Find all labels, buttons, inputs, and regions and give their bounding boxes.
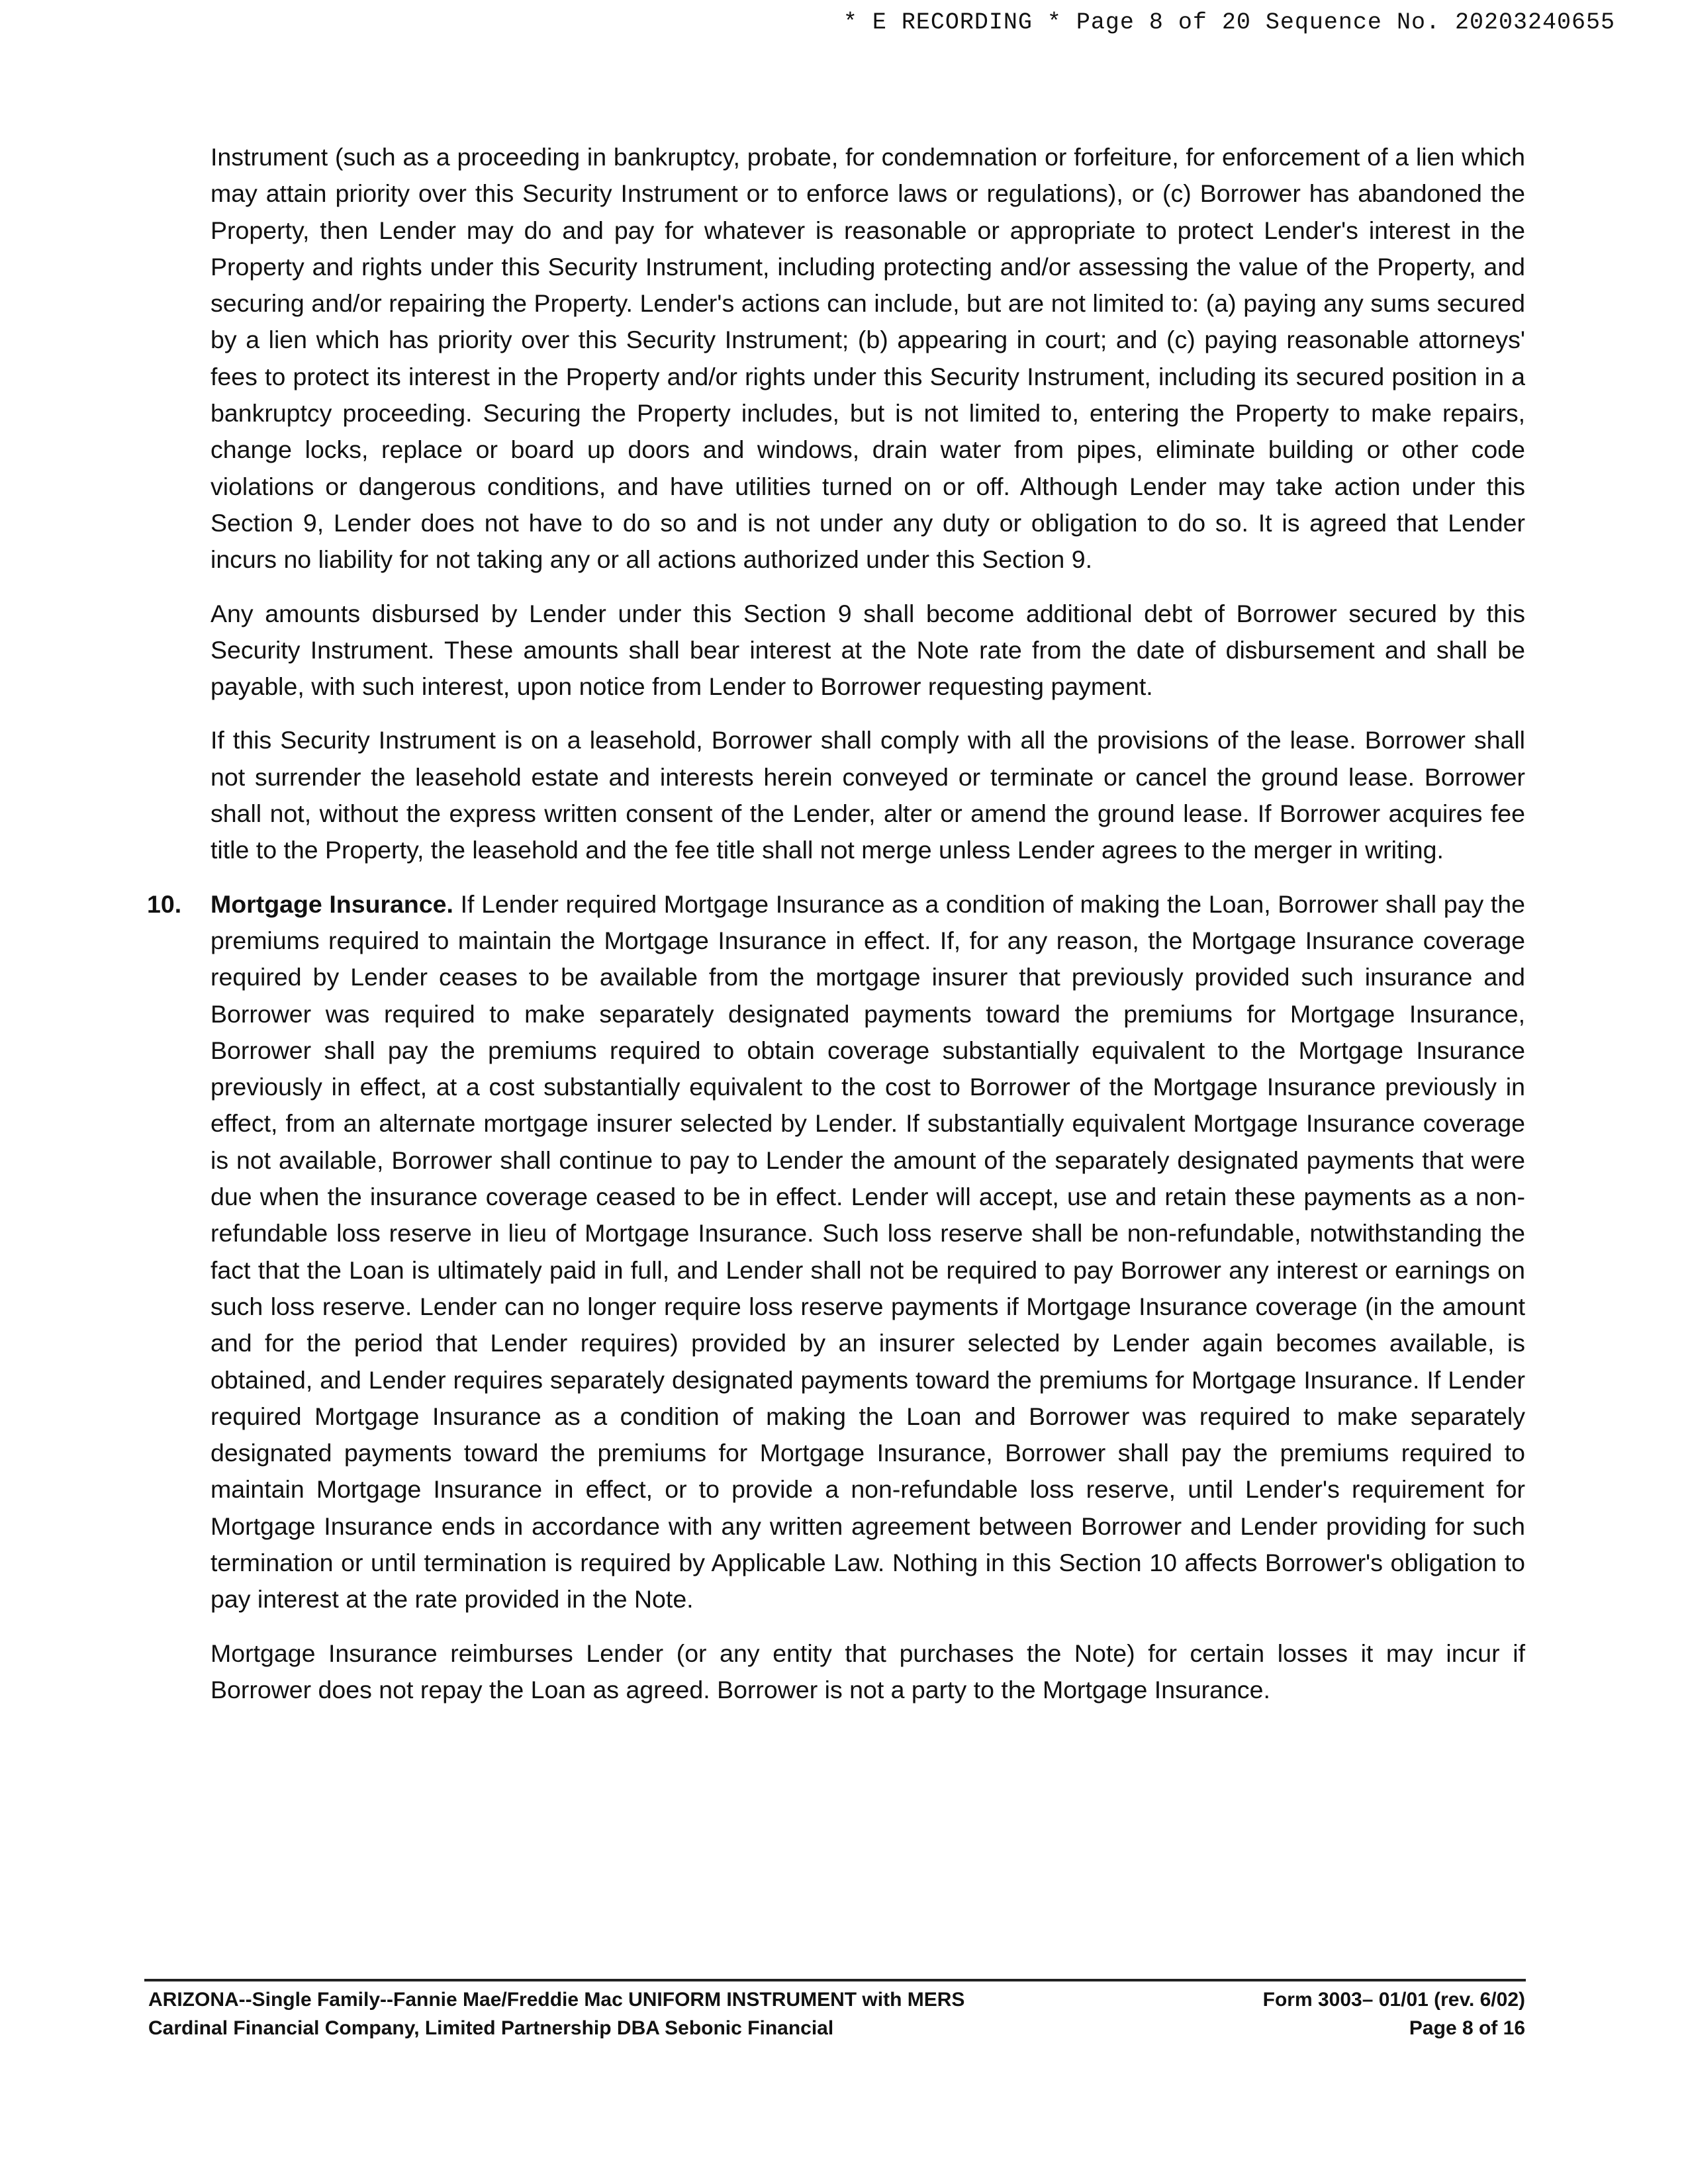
paragraph-mortgage-insurance-reimburses: Mortgage Insurance reimburses Lender (or any entity that purchases the Note) for certain losses it may incur if Borrower does not repay the Loan as agreed. Borrower is not a party to the Mortgage Insurance. xyxy=(211,1639,1525,1704)
footer-divider xyxy=(144,1979,1526,1981)
footer-right xyxy=(1263,1985,1525,2042)
document-body xyxy=(147,139,1525,1725)
paragraph-section-9-continued: Instrument (such as a proceeding in bankruptcy, probate, for condemnation or forfeiture, for enforcement of a lien which may attain priority over this Security Instrument or to enforce laws or regulations), or (c) Borrower has abandoned the Property, then Lender may do and pay for whatever is reasonable or appropriate to protect Lender's interest in the Property and rights under this Security Instrument, including protecting and/or assessing the value of the Property, and securing and/or repairing the Property. Lender's actions can include, but are not limited to: (a) paying any sums secured by a lien which has priority over this Security Instrument; (b) appearing in court; and (c) paying reasonable attorneys' fees to protect its interest in the Property and/or rights under this Security Instrument, including its secured position in a bankruptcy proceeding. Securing the Property includes, but is not limited to, entering the Property to make repairs, change locks, replace or board up doors and windows, drain water from pipes, eliminate building or other code violations or dangerous conditions, and have utilities turned on or off. Although Lender may take action under this Section 9, Lender does not have to do so and is not under any duty or obligation to do so. It is agreed that Lender incurs no liability for not taking any or all actions authorized under this Section 9. xyxy=(211,143,1525,574)
footer-left xyxy=(148,1985,964,2042)
recording-header: * E RECORDING * Page 8 of 20 Sequence No. 20203240655 xyxy=(843,9,1615,36)
paragraph-leasehold: If this Security Instrument is on a leasehold, Borrower shall comply with all the provisions of the lease. Borrower shall not surrender the leasehold estate and interests herein conveyed or terminate or cancel the ground lease. Borrower shall not, without the express written consent of the Lender, alter or amend the ground lease. If Borrower acquires fee title to the Property, the leasehold and the fee title shall not merge unless Lender agrees to the merger in writing. xyxy=(211,726,1525,864)
section-10-title: Mortgage Insurance. xyxy=(211,889,453,918)
footer-page-number: Page 8 of 16 xyxy=(1409,2017,1525,2039)
footer-lender-name: Cardinal Financial Company, Limited Partnership DBA Sebonic Financial xyxy=(148,2017,834,2039)
section-10 xyxy=(147,886,1525,1618)
footer-form-number: Form 3003– 01/01 (rev. 6/02) xyxy=(1262,1989,1525,2011)
section-10-body: If Lender required Mortgage Insurance as a condition of making the Loan, Borrower shall pay the premiums required to maintain the Mortgage Insurance in effect. If, for any reason, the Mortgage Insurance coverage required by Lender ceases to be available from the mortgage insurer that previously provided such insurance and Borrower was required to make separately designated payments toward the premiums for Mortgage Insurance, Borrower shall pay the premiums required to obtain coverage substantially equivalent to the Mortgage Insurance previously in effect, at a cost substantially equivalent to the cost to Borrower of the Mortgage Insurance previously in effect, from an alternate mortgage insurer selected by Lender. If substantially equivalent Mortgage Insurance coverage is not available, Borrower shall continue to pay to Lender the amount of the separately designated payments that were due when the insurance coverage ceased to be in effect. Lender will accept, use and retain these payments as a non-refundable loss reserve in lieu of Mortgage Insurance. Such loss reserve shall be non-refundable, notwithstanding the fact that the Loan is ultimately paid in full, and Lender shall not be required to pay Borrower any interest or earnings on such loss reserve. Lender can no longer require loss reserve payments if Mortgage Insurance coverage (in the amount and for the period that Lender requires) provided by an insurer selected by Lender again becomes available, is obtained, and Lender requires separately designated payments toward the premiums for Mortgage Insurance. If Lender required Mortgage Insurance as a condition of making the Loan and Borrower was required to make separately designated payments toward the premiums for Mortgage Insurance, Borrower shall pay the premiums required to maintain Mortgage Insurance in effect, or to provide a non-refundable loss reserve, until Lender's requirement for Mortgage Insurance ends in accordance with any written agreement between Borrower and Lender providing for such termination or until termination is required by Applicable Law. Nothing in this Section 10 affects Borrower's obligation to pay interest at the rate provided in the Note. xyxy=(211,889,1525,1614)
section-10-number: 10. xyxy=(147,889,182,918)
paragraph-amounts-disbursed: Any amounts disbursed by Lender under this Section 9 shall become additional debt of Borrower secured by this Security Instrument. These amounts shall bear interest at the Note rate from the date of disbursement and shall be payable, with such interest, upon notice from Lender to Borrower requesting payment. xyxy=(211,599,1525,701)
section-10-paragraph xyxy=(211,886,1525,1618)
footer-form-description: ARIZONA--Single Family--Fannie Mae/Freddie Mac UNIFORM INSTRUMENT with MERS xyxy=(148,1989,965,2011)
